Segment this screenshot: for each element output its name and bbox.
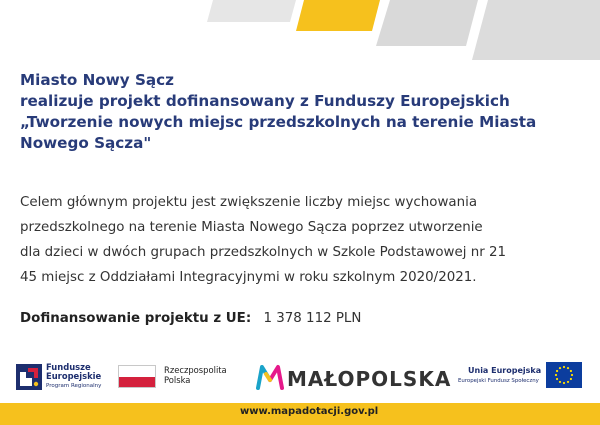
- eu-star-icon: [556, 370, 558, 372]
- polish-flag-icon: [118, 365, 156, 388]
- unia-europejska-logo: [458, 362, 588, 392]
- footer-url[interactable]: www.mapadotacji.gov.pl: [240, 406, 379, 417]
- eu-star-icon: [570, 378, 572, 380]
- project-title: [20, 70, 580, 154]
- logo-strip: [0, 350, 600, 400]
- rzeczpospolita-polska-logo: [118, 362, 228, 392]
- fundusze-line2: Europejskie: [46, 371, 102, 381]
- eu-star-icon: [570, 370, 572, 372]
- decorative-header-shapes: [0, 0, 600, 60]
- unia-line2: Europejski Fundusz Społeczny: [458, 378, 539, 384]
- funding-value: 1 378 112 PLN: [263, 311, 362, 326]
- description-line: 45 miejsc z Oddziałami Integracyjnymi w roku szkolnym 2020/2021.: [20, 270, 477, 285]
- eu-star-icon: [555, 374, 557, 376]
- title-line-project-name: „Tworzenie nowych miejsc przedszkolnych na terenie Miasta: [20, 113, 537, 131]
- description-line: przedszkolnego na terenie Miasta Nowego Sącza poprzez utworzenie: [20, 220, 483, 235]
- rzeczpospolita-line2: Polska: [164, 375, 191, 385]
- eu-star-icon: [563, 366, 565, 368]
- title-line-project-name-end: Nowego Sącza": [20, 134, 152, 152]
- description-line: Celem głównym projektu jest zwiększenie liczby miejsc wychowania: [20, 195, 478, 210]
- title-line-city: Miasto Nowy Sącz: [20, 71, 174, 89]
- footer-bar: [0, 403, 600, 425]
- eu-star-icon: [567, 367, 569, 369]
- malopolska-wordmark: MAŁOPOLSKA: [287, 367, 452, 391]
- fundusze-program: Program Regionalny: [46, 383, 102, 389]
- unia-line1: Unia Europejska: [468, 366, 542, 375]
- title-line-intro: realizuje projekt dofinansowany z Funduszy Europejskich: [20, 92, 510, 110]
- funding-label: Dofinansowanie projektu z UE:: [20, 311, 252, 326]
- fundusze-europejskie-icon: [16, 364, 42, 390]
- rzeczpospolita-text: [164, 365, 227, 385]
- fundusze-europejskie-logo: [16, 362, 116, 392]
- eu-star-icon: [556, 378, 558, 380]
- malopolska-logo: [255, 363, 452, 393]
- rzeczpospolita-line1: Rzeczpospolita: [164, 365, 227, 375]
- fundusze-line1: Fundusze: [46, 362, 91, 372]
- fundusze-text: [46, 363, 101, 381]
- eu-star-icon: [559, 367, 561, 369]
- eu-star-icon: [571, 374, 573, 376]
- funding-amount: [20, 311, 361, 326]
- eu-star-icon: [559, 381, 561, 383]
- eu-star-icon: [567, 381, 569, 383]
- eu-star-icon: [563, 382, 565, 384]
- project-description: [20, 190, 580, 290]
- malopolska-m-icon: [255, 363, 285, 391]
- description-line: dla dzieci w dwóch grupach przedszkolnych w Szkole Podstawowej nr 21: [20, 245, 506, 260]
- eu-flag-icon: [546, 362, 582, 388]
